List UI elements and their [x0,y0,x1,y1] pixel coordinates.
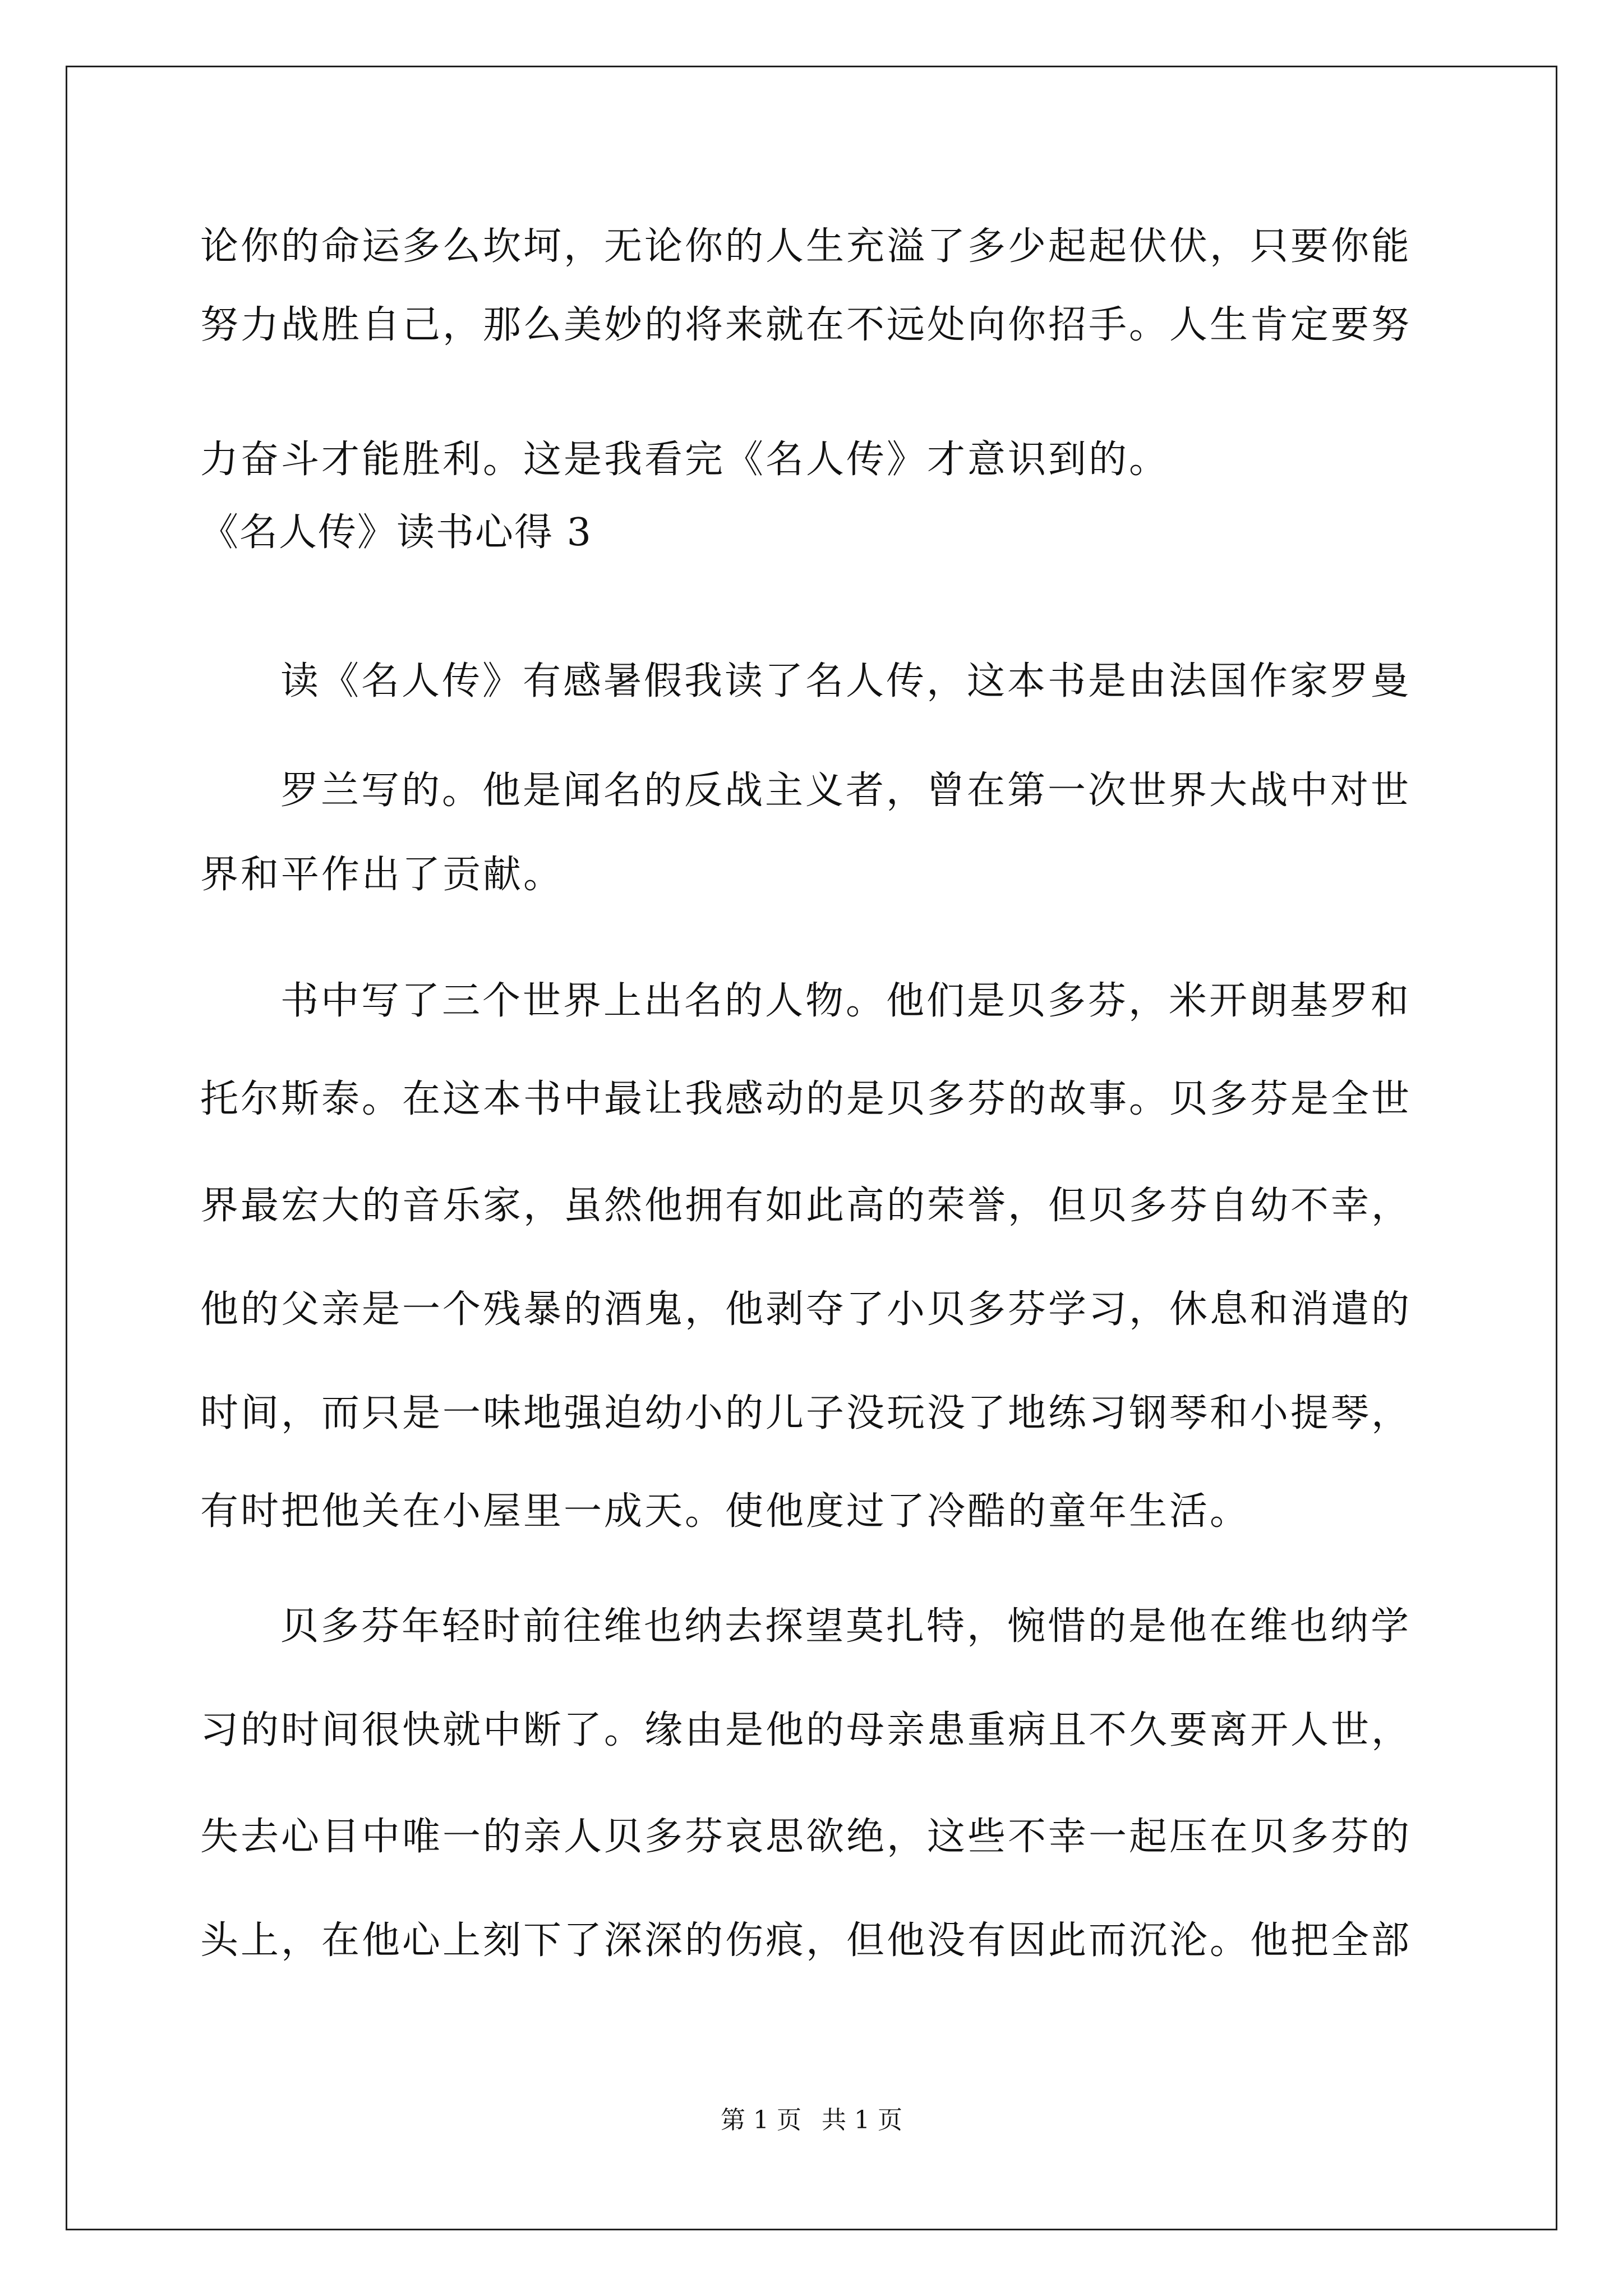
paragraph-line: 界和平作出了贡献。 [200,853,564,897]
paragraph-line: 托尔斯泰。在这本书中最让我感动的是贝多芬的故事。贝多芬是全世 [200,1077,1412,1121]
paragraph-line: 论你的命运多么坎坷，无论你的人生充溢了多少起起伏伏，只要你能 [200,224,1412,269]
page-border [66,66,1557,2230]
paragraph-line: 他的父亲是一个残暴的酒鬼，他剥夺了小贝多芬学习，休息和消遣的 [200,1287,1412,1332]
paragraph-line: 罗兰写的。他是闻名的反战主义者，曾在第一次世界大战中对世 [280,769,1412,813]
paragraph-line: 贝多芬年轻时前往维也纳去探望莫扎特，惋惜的是他在维也纳学 [280,1604,1412,1649]
paragraph-line: 时间，而只是一味地强迫幼小的儿子没玩没了地练习钢琴和小提琴， [200,1391,1412,1435]
paragraph-line: 力奋斗才能胜利。这是我看完《名人传》才意识到的。 [200,438,1170,482]
page-footer [0,2104,1623,2137]
paragraph-line: 失去心目中唯一的亲人贝多芬哀思欲绝，这些不幸一起压在贝多芬的 [200,1815,1412,1859]
paragraph-line: 书中写了三个世界上出名的人物。他们是贝多芬，米开朗基罗和 [280,979,1412,1023]
paragraph-line: 读《名人传》有感暑假我读了名人传，这本书是由法国作家罗曼 [280,659,1412,703]
page-number: 第 1 页 [721,2106,801,2134]
paragraph-line: 界最宏大的音乐家，虽然他拥有如此高的荣誉，但贝多芬自幼不幸， [200,1184,1412,1228]
paragraph-line: 努力战胜自己，那么美妙的将来就在不远处向你招手。人生肯定要努 [200,303,1412,347]
paragraph-line: 头上，在他心上刻下了深深的伤痕，但他没有因此而沉沦。他把全部 [200,1918,1412,1963]
paragraph-line: 有时把他关在小屋里一成天。使他度过了冷酷的童年生活。 [200,1489,1251,1534]
section-heading: 《名人传》读书心得 3 [200,510,592,555]
paragraph-line: 习的时间很快就中断了。缘由是他的母亲患重病且不久要离开人世， [200,1708,1412,1752]
page-total: 共 1 页 [822,2106,902,2134]
